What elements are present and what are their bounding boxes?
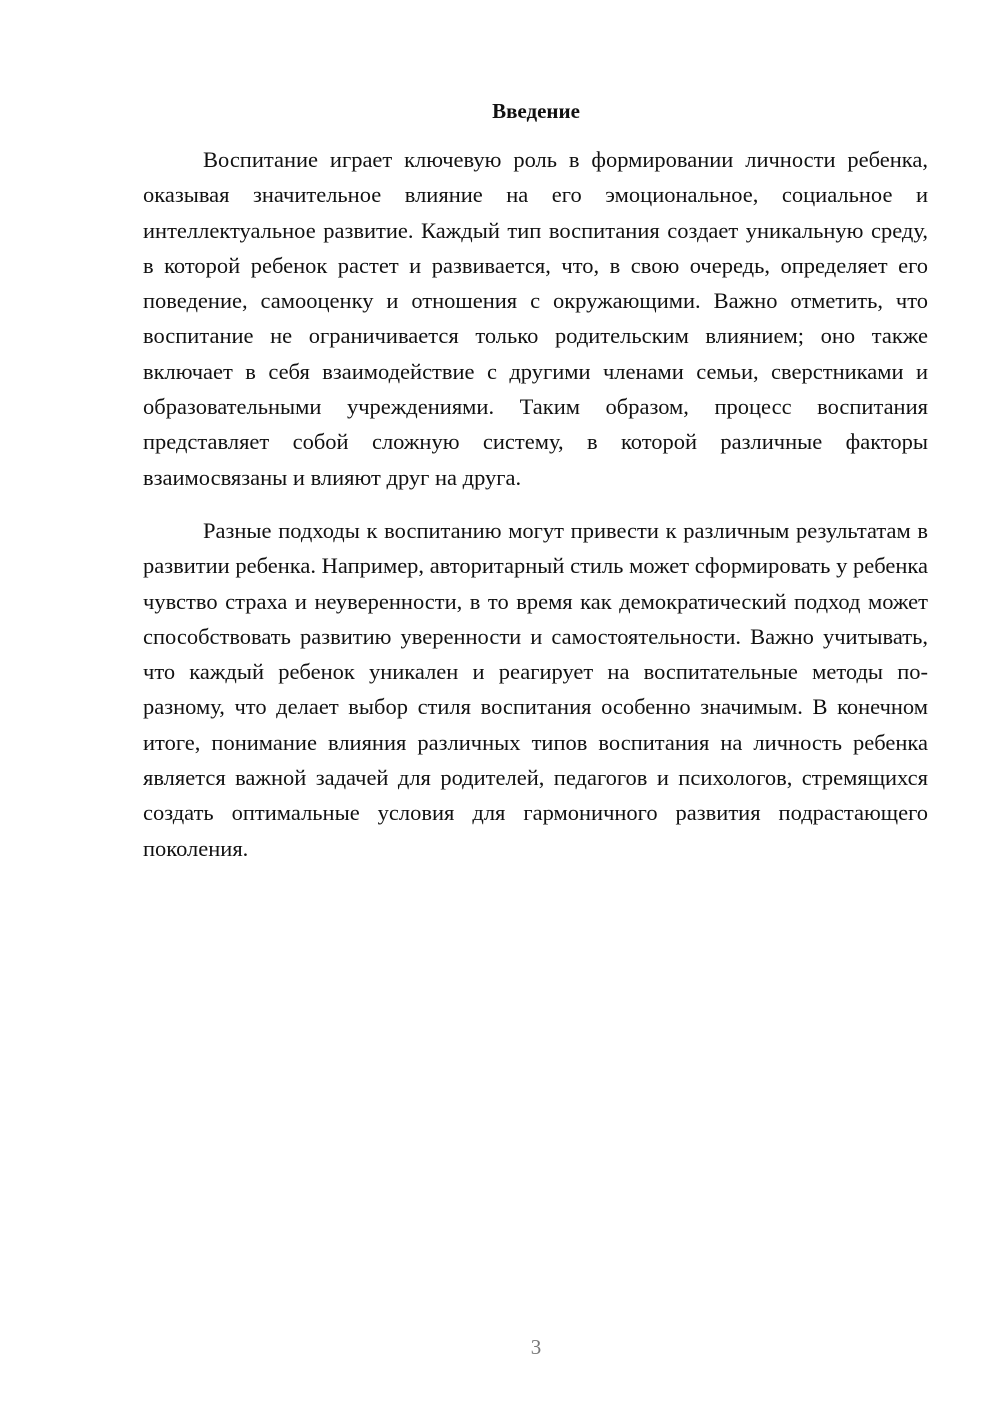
paragraph-1: Воспитание играет ключевую роль в формировании личности ребенка, оказывая значительное влияние на его эмоциональное, социальное и интеллектуальное развитие. Каждый тип воспитания создает уникальную среду, в которой ребенок растет и развивается, что, в свою очередь, определяет его поведение, самооценку и отношения с окружающими. Важно отметить, что воспитание не ограничивается только родительским влиянием; оно также включает в себя взаимодействие с другими членами семьи, сверстниками и образовательными учреждениями. Таким образом, процесс воспитания представляет собой сложную систему, в которой различные факторы взаимосвязаны и влияют друг на друга. <box>143 147 928 490</box>
page-number: 3 <box>530 1335 542 1359</box>
section-heading: Введение <box>492 99 580 123</box>
paragraph-2: Разные подходы к воспитанию могут привести к различным результатам в развитии ребенка. Например, авторитарный стиль может сформировать у ребенка чувство страха и неуверенности, в то время как демократический подход может способствовать развитию уверенности и самостоятельности. Важно учитывать, что каждый ребенок уникален и реагирует на воспитательные методы по-разному, что делает выбор стиля воспитания особенно значимым. В конечном итоге, понимание влияния различных типов воспитания на личность ребенка является важной задачей для родителей, педагогов и психологов, стремящихся создать оптимальные условия для гармоничного развития подрастающего поколения. <box>143 517 928 861</box>
body-text <box>143 142 928 866</box>
